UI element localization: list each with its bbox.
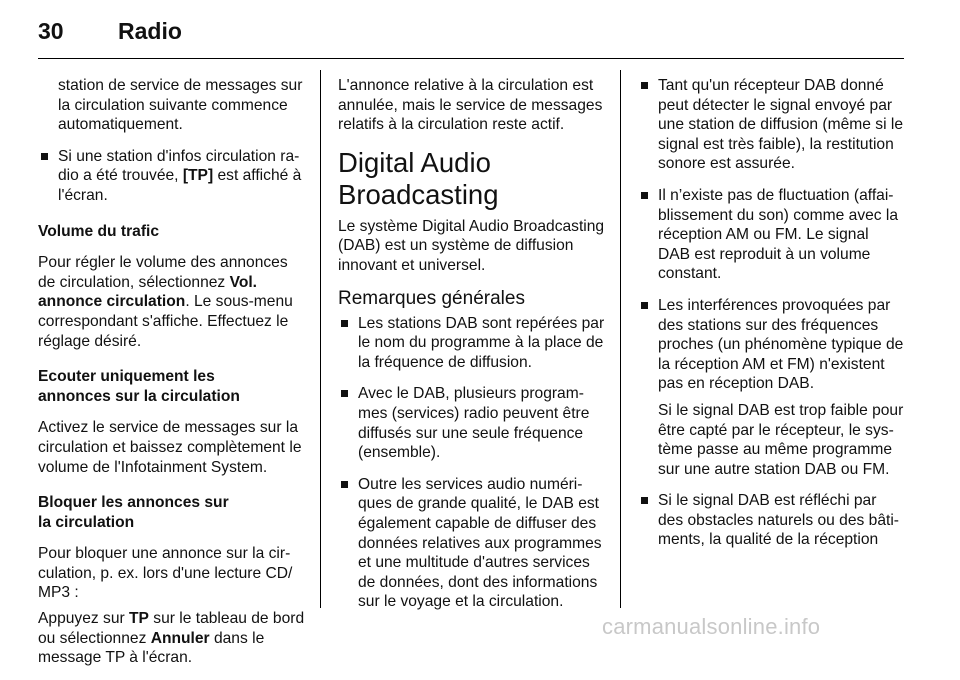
header-rule [38, 58, 904, 59]
bullet-square-icon [341, 390, 348, 397]
bullet-square-icon [341, 481, 348, 488]
paragraph-intro: L'annonce relative à la circulation est annulée, mais le service de messages relatifs à la circulation reste actif. [338, 77, 603, 134]
bullet-text: Outre les services audio numériques de grande qualité, le DAB est également capable de diffuser des données relatives aux programmes et une multitude d'autres services de données, dont des informations sur le voyage et la circulation. [358, 475, 602, 611]
menu-term: Vol. annonce circulation [38, 273, 258, 311]
column-3 [638, 76, 904, 562]
bullet-text: Les stations DAB sont repérées par le nom du programme à la place de la fréquence de diffusion. [358, 314, 605, 371]
paragraph-volume: Pour régler le volume des annonces de circulation, sélectionnez Vol. annonce circulation. Le sous-menu correspondant s'affiche. Effectuez le réglage désiré. [38, 254, 293, 350]
page-number: 30 [38, 18, 64, 44]
subheading-bloquer: Bloquer les annonces sur la circulation [38, 494, 229, 531]
bullet-item [338, 475, 606, 612]
tp-indicator: [TP] [182, 167, 214, 185]
column-2 [338, 76, 606, 624]
bullet-text: Il n’existe pas de fluctuation (affaiblissement du son) comme avec la réception AM ou FM. Le signal DAB est reproduit à un volume constant. [658, 186, 899, 283]
subheading-volume: Volume du trafic [38, 222, 160, 240]
paragraph-appuyez: Appuyez sur TP sur le tableau de bord ou sélectionnez Annuler dans le message TP à l'écran. [38, 610, 305, 667]
paragraph-ecouter: Activez le service de messages sur la circulation et baissez complètement le volume de l'Infotainment System. [38, 419, 302, 476]
bullet-text: Avec le DAB, plusieurs programmes (services) radio peuvent être diffusés sur une seule fréquence (ensemble). [358, 385, 590, 462]
bullet-square-icon [641, 302, 648, 309]
bullet-item [338, 384, 606, 462]
section-title: Radio [118, 18, 182, 44]
tp-key: TP [129, 610, 149, 628]
bullet-text: Tant qu'un récepteur DAB donné peut détecter le signal envoyé par une station de diffusion (même si le signal est très faible), la restitution sonore est assurée. [658, 77, 904, 173]
bullet-text: Si une station d'infos circulation radio a été trouvée, [58, 147, 300, 185]
bullet-square-icon [341, 320, 348, 327]
watermark: carmanualsonline.info [602, 614, 821, 639]
paragraph-dab: Le système Digital Audio Broadcasting (DAB) est un système de diffusion innovant et universel. [338, 217, 605, 274]
bullet-item [38, 147, 306, 206]
bullet-square-icon [41, 153, 48, 160]
bullet-item [638, 76, 904, 174]
column-1 [38, 76, 306, 680]
continued-text: station de service de messages sur la circulation suivante commence automatiquement. [58, 77, 303, 134]
column-divider-1 [320, 70, 321, 608]
bullet-text: est affiché à l'écran. [58, 167, 302, 204]
annuler-term: Annuler [150, 629, 210, 647]
bullet-subparagraph: Si le signal DAB est trop faible pour être capté par le récepteur, le système passe au même programme sur une autre station DAB ou FM. [658, 401, 904, 478]
subheading-ecouter: Ecouter uniquement les annonces sur la circulation [38, 368, 240, 405]
paragraph-bloquer: Pour bloquer une annonce sur la circulation, p. ex. lors d'une lecture CD/ MP3 : [38, 545, 293, 602]
bullet-square-icon [641, 82, 648, 89]
bullet-item [338, 314, 606, 373]
bullet-square-icon [641, 192, 648, 199]
bullet-item [638, 296, 904, 479]
column-divider-2 [620, 70, 621, 608]
bullet-text: Les interférences provoquées par des stations sur des fréquences proches (un phénomène typique de la réception AM et FM) n'existent pas en réception DAB. [658, 296, 904, 393]
heading-dab: Digital Audio Broadcasting [338, 146, 499, 210]
bullet-item [638, 491, 904, 550]
bullet-square-icon [641, 497, 648, 504]
bullet-item [638, 186, 904, 284]
heading-remarques: Remarques générales [338, 287, 525, 309]
bullet-text: Si le signal DAB est réfléchi par des obstacles naturels ou des bâtiments, la qualité de la réception [658, 492, 899, 549]
